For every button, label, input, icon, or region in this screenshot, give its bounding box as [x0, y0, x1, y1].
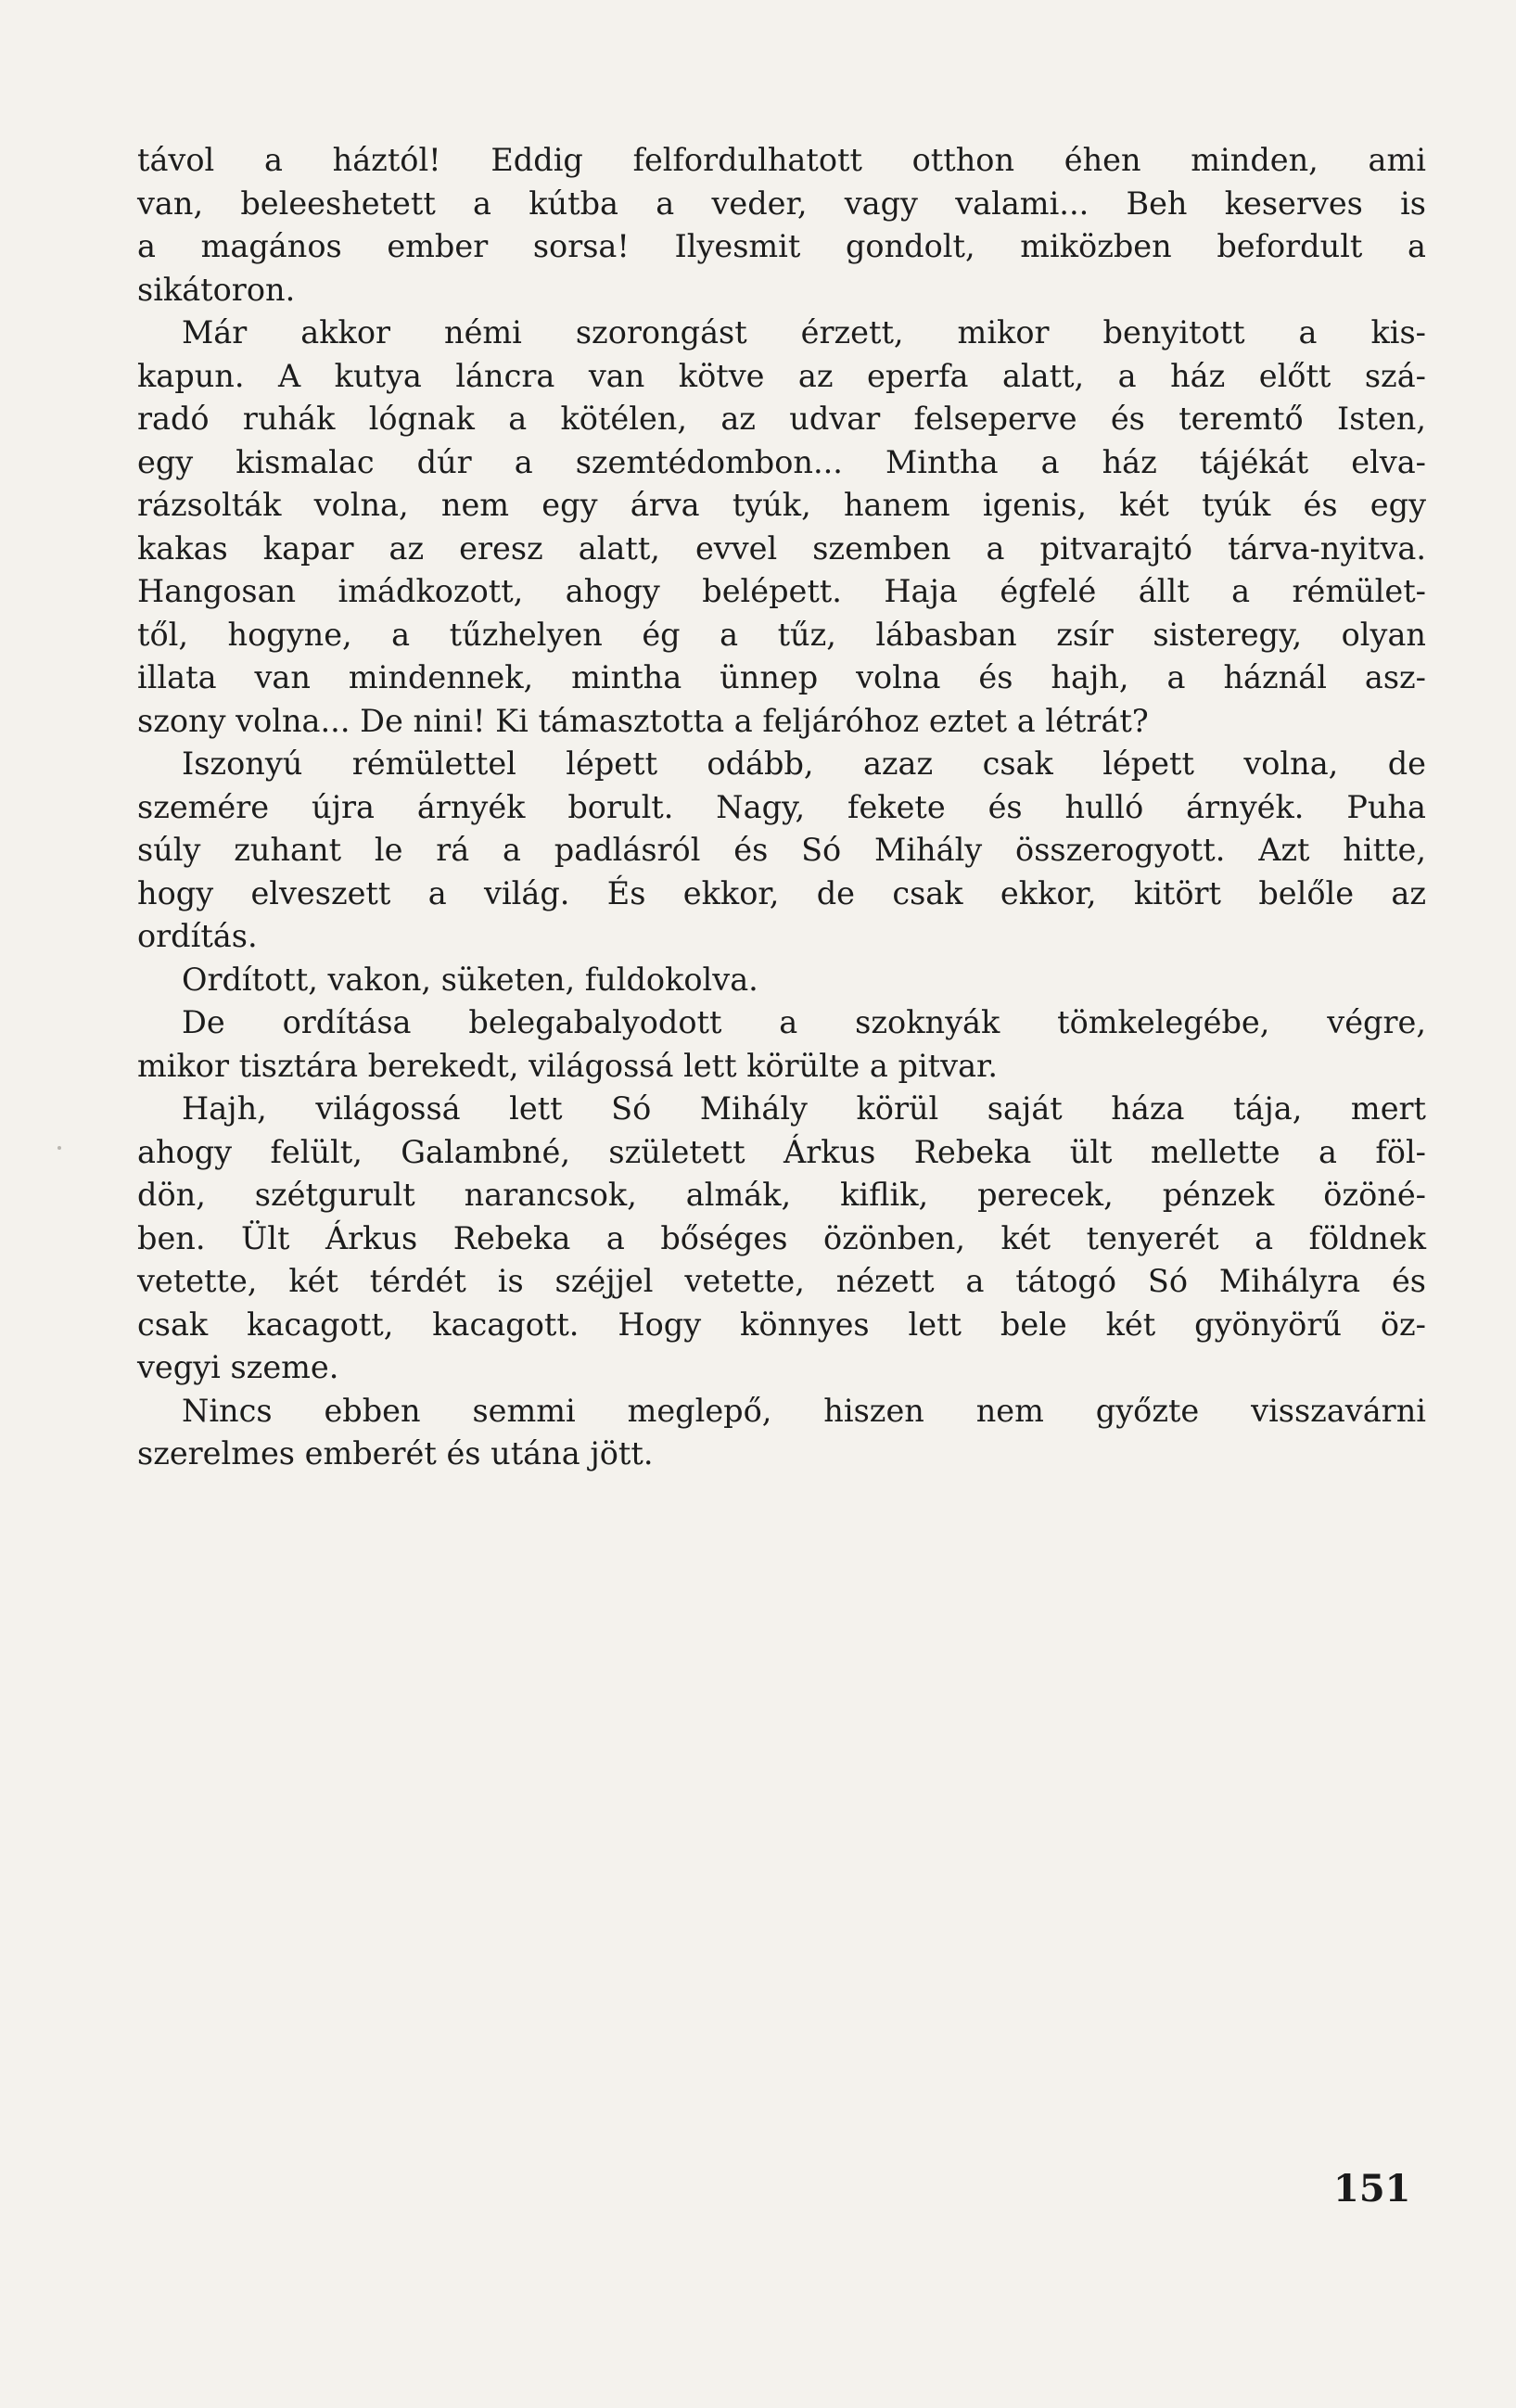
margin-speck: [57, 1146, 61, 1150]
text-line: hogy elveszett a világ. És ekkor, de csak ekkor, kitört belőle az: [137, 874, 1426, 911]
text-line: szemére újra árnyék borult. Nagy, fekete és hulló árnyék. Puha: [137, 788, 1426, 825]
text-line: szony volna... De nini! Ki támasztotta a feljáróhoz eztet a létrát?: [137, 702, 1149, 739]
text-line: kapun. A kutya láncra van kötve az eperfa alatt, a ház előtt szá-: [137, 357, 1426, 394]
text-line: ahogy felült, Galambné, született Árkus Rebeka ült mellette a föl-: [137, 1133, 1426, 1170]
text-line: van, beleeshetett a kútba a veder, vagy valami... Beh keserves is: [137, 185, 1426, 222]
body-text: [137, 139, 1426, 1476]
text-line: csak kacagott, kacagott. Hogy könnyes lett bele két gyönyörű öz-: [137, 1306, 1426, 1343]
text-line: De ordítása belegabalyodott a szoknyák tömkelegébe, végre,: [182, 1004, 1426, 1040]
text-line: radó ruhák lógnak a kötélen, az udvar felseperve és teremtő Isten,: [137, 401, 1426, 437]
text-line: Iszonyú rémülettel lépett odább, azaz csak lépett volna, de: [182, 745, 1426, 782]
text-line: egy kismalac dúr a szemtédombon... Mintha a ház tájékát elva-: [137, 443, 1426, 480]
text-line: ben. Ült Árkus Rebeka a bőséges özönben, két tenyerét a földnek: [137, 1219, 1426, 1256]
text-line: Hajh, világossá lett Só Mihály körül saját háza tája, mert: [182, 1090, 1426, 1127]
text-line: mikor tisztára berekedt, világossá lett körülte a pitvar.: [137, 1047, 999, 1084]
text-line: illata van mindennek, mintha ünnep volna és hajh, a háznál asz-: [137, 659, 1426, 695]
text-line: dön, szétgurult narancsok, almák, kiflik, perecek, pénzek özöné-: [137, 1177, 1426, 1213]
text-line: Ordított, vakon, süketen, fuldokolva.: [182, 961, 758, 998]
text-line: távol a háztól! Eddig felfordulhatott otthon éhen minden, ami: [137, 142, 1426, 178]
text-line: rázsolták volna, nem egy árva tyúk, hanem igenis, két tyúk és egy: [137, 487, 1426, 523]
text-line: a magános ember sorsa! Ilyesmit gondolt, miközben befordult a: [137, 228, 1426, 264]
text-line: ordítás.: [137, 918, 258, 954]
text-line: Már akkor némi szorongást érzett, mikor benyitott a kis-: [182, 314, 1426, 350]
text-line: től, hogyne, a tűzhelyen ég a tűz, lábasban zsír sisteregy, olyan: [137, 616, 1426, 653]
page-number: 151: [1333, 2167, 1411, 2211]
text-line: Nincs ebben semmi meglepő, hiszen nem győzte visszavárni: [182, 1392, 1426, 1429]
text-line: vegyi szeme.: [137, 1349, 339, 1385]
text-line: kakas kapar az eresz alatt, evvel szemben a pitvarajtó tárva-nyitva.: [137, 529, 1426, 567]
text-line: vetette, két térdét is széjjel vetette, nézett a tátogó Só Mihályra és: [137, 1263, 1426, 1299]
text-line: szerelmes emberét és utána jött.: [137, 1435, 654, 1472]
text-line: Hangosan imádkozott, ahogy belépett. Haja égfelé állt a rémület-: [137, 573, 1426, 609]
text-line: sikátoron.: [137, 271, 296, 308]
text-line: súly zuhant le rá a padlásról és Só Mihály összerogyott. Azt hitte,: [137, 832, 1426, 868]
